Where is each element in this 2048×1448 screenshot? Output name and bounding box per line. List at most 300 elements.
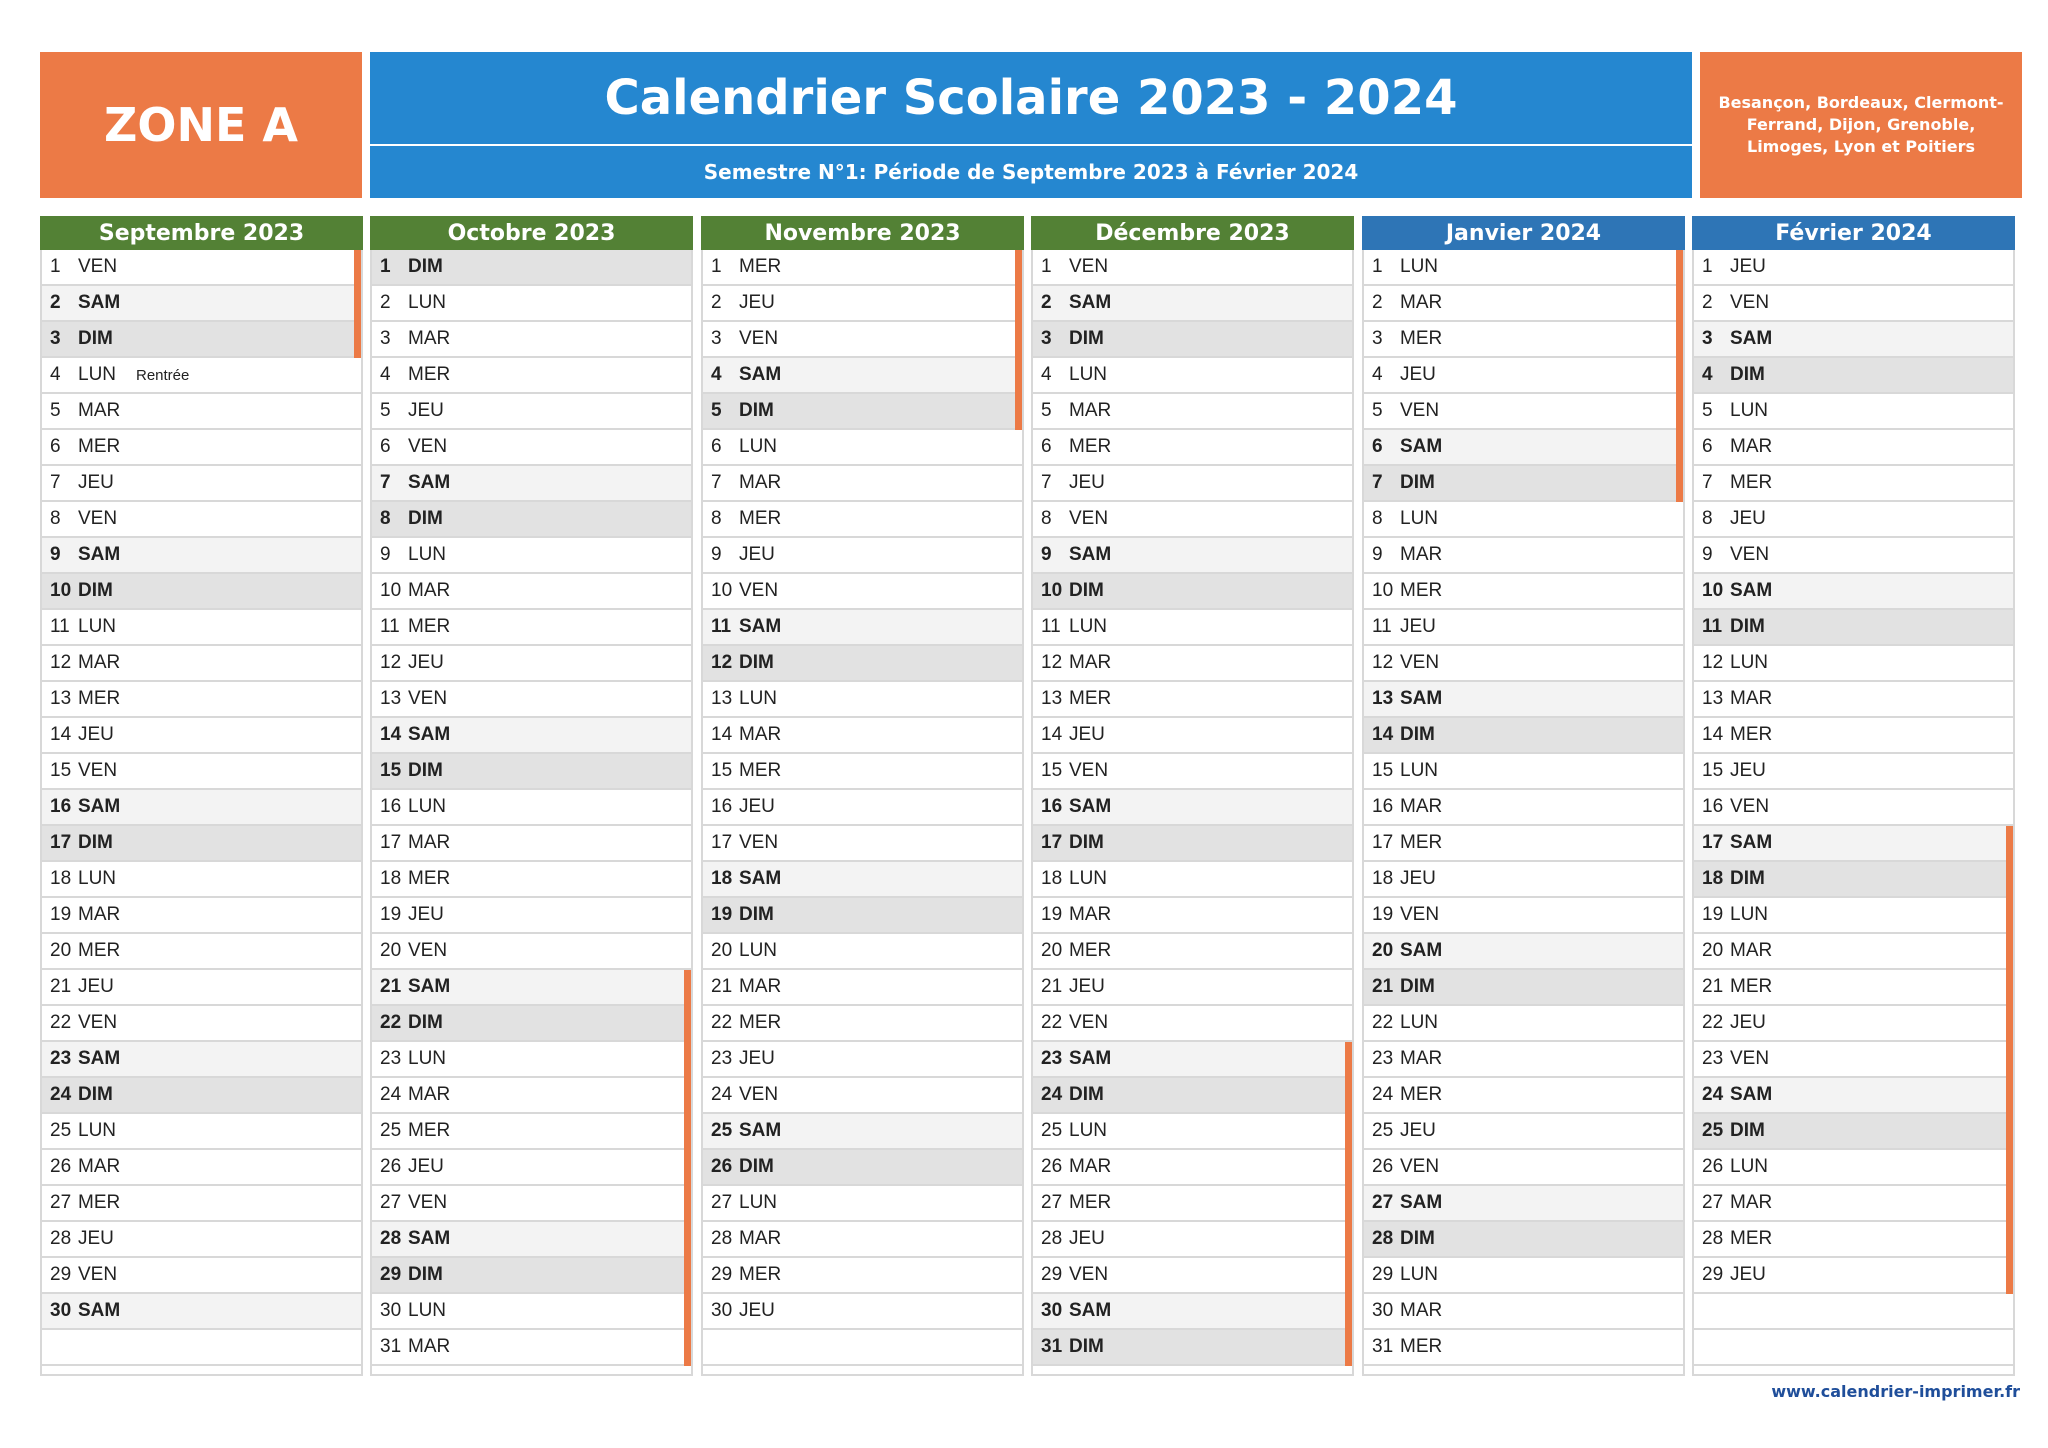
day-number: 6	[1041, 436, 1052, 457]
day-number: 24	[711, 1084, 733, 1105]
day-row	[372, 286, 691, 322]
month-header: Novembre 2023	[701, 216, 1024, 250]
weekday-label: DIM	[1730, 1120, 1765, 1141]
day-row	[1364, 1258, 1683, 1294]
weekday-label: LUN	[1069, 364, 1108, 385]
day-number: 13	[380, 688, 402, 709]
month-header: Décembre 2023	[1031, 216, 1354, 250]
day-row	[1033, 394, 1352, 430]
weekday-label: JEU	[1730, 1264, 1766, 1285]
weekday-label: MER	[408, 364, 451, 385]
weekday-label: VEN	[739, 580, 779, 601]
day-number: 3	[1372, 328, 1383, 349]
weekday-label: SAM	[1400, 1192, 1443, 1213]
month-header: Janvier 2024	[1362, 216, 1685, 250]
weekday-label: MER	[408, 868, 451, 889]
holiday-marker	[684, 1186, 691, 1222]
day-row	[372, 358, 691, 394]
weekday-label: SAM	[78, 1048, 121, 1069]
day-row	[1364, 538, 1683, 574]
day-row	[372, 718, 691, 754]
day-number: 27	[1372, 1192, 1394, 1213]
weekday-label: MER	[1730, 724, 1773, 745]
weekday-label: MER	[1730, 1228, 1773, 1249]
day-row	[703, 1114, 1022, 1150]
day-number: 21	[380, 976, 402, 997]
day-number: 7	[1702, 472, 1713, 493]
day-row	[1364, 286, 1683, 322]
weekday-label: MAR	[78, 400, 121, 421]
day-row	[703, 754, 1022, 790]
day-row	[1033, 1258, 1352, 1294]
day-number: 29	[711, 1264, 733, 1285]
weekday-label: LUN	[1730, 904, 1769, 925]
weekday-label: SAM	[1730, 1084, 1773, 1105]
weekday-label: MER	[1400, 1336, 1443, 1357]
day-number: 31	[1041, 1336, 1063, 1357]
day-row	[1694, 394, 2013, 430]
weekday-label: JEU	[408, 400, 444, 421]
day-number: 21	[50, 976, 72, 997]
day-number: 22	[50, 1012, 72, 1033]
day-number: 27	[711, 1192, 733, 1213]
weekday-label: MAR	[1730, 1192, 1773, 1213]
weekday-label: LUN	[1730, 652, 1769, 673]
day-row	[42, 394, 361, 430]
day-row	[42, 1114, 361, 1150]
day-number: 9	[50, 544, 61, 565]
weekday-label: JEU	[408, 904, 444, 925]
weekday-label: MAR	[1730, 688, 1773, 709]
weekday-label: JEU	[408, 652, 444, 673]
day-number: 23	[1041, 1048, 1063, 1069]
holiday-marker	[2006, 970, 2013, 1006]
weekday-label: JEU	[1730, 256, 1766, 277]
weekday-label: MER	[78, 940, 121, 961]
day-row	[703, 790, 1022, 826]
day-row	[1033, 430, 1352, 466]
day-row	[1364, 1042, 1683, 1078]
day-row	[1033, 250, 1352, 286]
day-number: 28	[1372, 1228, 1394, 1249]
day-number: 22	[711, 1012, 733, 1033]
day-row	[1033, 466, 1352, 502]
day-row	[1694, 250, 2013, 286]
holiday-marker	[2006, 898, 2013, 934]
holiday-marker	[1345, 1114, 1352, 1150]
day-row	[372, 502, 691, 538]
day-number: 22	[380, 1012, 402, 1033]
holiday-marker	[684, 1330, 691, 1366]
day-row	[1694, 646, 2013, 682]
day-number: 1	[1041, 256, 1052, 277]
weekday-label: SAM	[78, 292, 121, 313]
day-number: 10	[1372, 580, 1394, 601]
weekday-label: SAM	[78, 796, 121, 817]
holiday-marker	[1015, 250, 1022, 286]
day-row	[1364, 250, 1683, 286]
weekday-label: SAM	[1069, 292, 1112, 313]
weekday-label: DIM	[739, 1156, 774, 1177]
day-number: 29	[380, 1264, 402, 1285]
day-row	[372, 574, 691, 610]
day-row	[1364, 790, 1683, 826]
day-number: 11	[711, 616, 732, 637]
month-column	[701, 216, 1024, 1376]
weekday-label: SAM	[1400, 688, 1443, 709]
day-row	[1694, 862, 2013, 898]
holiday-marker	[2006, 1186, 2013, 1222]
day-number: 9	[1041, 544, 1052, 565]
day-number: 13	[50, 688, 72, 709]
day-number: 18	[1041, 868, 1063, 889]
day-number: 13	[1702, 688, 1724, 709]
day-row	[1694, 1150, 2013, 1186]
weekday-label: JEU	[78, 976, 114, 997]
weekday-label: SAM	[1069, 1300, 1112, 1321]
cities-panel	[1700, 52, 2022, 198]
weekday-label: MER	[1400, 328, 1443, 349]
weekday-label: VEN	[1730, 796, 1770, 817]
weekday-label: DIM	[78, 832, 113, 853]
day-number: 26	[1041, 1156, 1063, 1177]
day-row	[1033, 1078, 1352, 1114]
day-row	[372, 790, 691, 826]
day-number: 6	[1372, 436, 1383, 457]
day-number: 26	[380, 1156, 402, 1177]
weekday-label: JEU	[408, 1156, 444, 1177]
day-row	[703, 826, 1022, 862]
weekday-label: MAR	[408, 832, 451, 853]
holiday-marker	[354, 322, 361, 358]
day-number: 19	[1372, 904, 1394, 925]
day-number: 4	[1702, 364, 1713, 385]
day-number: 4	[1372, 364, 1383, 385]
month-header: Février 2024	[1692, 216, 2015, 250]
day-row	[1033, 502, 1352, 538]
day-number: 12	[380, 652, 402, 673]
month-column	[370, 216, 693, 1376]
weekday-label: DIM	[1069, 1336, 1104, 1357]
day-number: 21	[1702, 976, 1724, 997]
day-number: 5	[1372, 400, 1383, 421]
day-row	[1364, 646, 1683, 682]
weekday-label: DIM	[739, 652, 774, 673]
day-row	[42, 1294, 361, 1330]
day-number: 15	[50, 760, 72, 781]
weekday-label: MAR	[739, 1228, 782, 1249]
day-number: 11	[1702, 616, 1723, 637]
day-number: 19	[1041, 904, 1063, 925]
day-number: 9	[380, 544, 391, 565]
day-number: 30	[50, 1300, 72, 1321]
day-row	[372, 970, 691, 1006]
weekday-label: SAM	[1730, 328, 1773, 349]
holiday-marker	[2006, 934, 2013, 970]
day-row	[1033, 790, 1352, 826]
day-row	[42, 862, 361, 898]
day-list	[703, 250, 1022, 1366]
day-row	[703, 430, 1022, 466]
day-number: 8	[380, 508, 391, 529]
day-number: 28	[711, 1228, 733, 1249]
weekday-label: DIM	[1069, 832, 1104, 853]
holiday-marker	[2006, 1150, 2013, 1186]
weekday-label: MAR	[739, 976, 782, 997]
day-row	[1694, 718, 2013, 754]
month-column	[40, 216, 363, 1376]
weekday-label: MAR	[408, 328, 451, 349]
day-row	[1694, 466, 2013, 502]
day-row	[1033, 1150, 1352, 1186]
weekday-label: VEN	[408, 1192, 448, 1213]
holiday-marker	[1015, 394, 1022, 430]
day-number: 11	[1041, 616, 1061, 637]
day-row	[372, 826, 691, 862]
day-number: 11	[1372, 616, 1392, 637]
day-number: 10	[711, 580, 733, 601]
day-number: 12	[50, 652, 72, 673]
month-column	[1692, 216, 2015, 1376]
day-row	[372, 934, 691, 970]
day-row	[42, 358, 361, 394]
day-number: 8	[50, 508, 61, 529]
weekday-label: LUN	[1400, 1264, 1439, 1285]
day-number: 20	[50, 940, 72, 961]
weekday-label: LUN	[408, 1048, 447, 1069]
day-row	[703, 1186, 1022, 1222]
weekday-label: VEN	[1730, 1048, 1770, 1069]
website-link[interactable]: www.calendrier-imprimer.fr	[1771, 1381, 2020, 1401]
day-list	[42, 250, 361, 1366]
day-row	[1364, 1330, 1683, 1366]
day-number: 2	[380, 292, 391, 313]
holiday-marker	[1676, 394, 1683, 430]
weekday-label: SAM	[408, 1228, 451, 1249]
day-row	[372, 754, 691, 790]
weekday-label: JEU	[739, 1048, 775, 1069]
weekday-label: LUN	[1400, 508, 1439, 529]
day-number: 28	[1041, 1228, 1063, 1249]
day-number: 15	[1702, 760, 1724, 781]
weekday-label: MAR	[1400, 796, 1443, 817]
weekday-label: VEN	[1400, 904, 1440, 925]
day-number: 17	[1372, 832, 1394, 853]
day-number: 27	[380, 1192, 402, 1213]
weekday-label: MAR	[78, 904, 121, 925]
day-row	[372, 1150, 691, 1186]
weekday-label: DIM	[1400, 724, 1435, 745]
holiday-marker	[1015, 358, 1022, 394]
holiday-marker	[354, 286, 361, 322]
day-number: 4	[711, 364, 722, 385]
day-row	[1033, 610, 1352, 646]
weekday-label: VEN	[1069, 256, 1109, 277]
day-number: 7	[1041, 472, 1052, 493]
day-number: 14	[1372, 724, 1394, 745]
day-row	[1033, 322, 1352, 358]
holiday-marker	[1345, 1186, 1352, 1222]
day-row	[1694, 1222, 2013, 1258]
day-row	[703, 358, 1022, 394]
weekday-label: LUN	[1069, 868, 1108, 889]
day-row	[1033, 1330, 1352, 1366]
day-row	[1364, 754, 1683, 790]
weekday-label: JEU	[78, 472, 114, 493]
day-number: 6	[711, 436, 722, 457]
weekday-label: MER	[739, 760, 782, 781]
weekday-label: SAM	[1400, 436, 1443, 457]
holiday-marker	[684, 1222, 691, 1258]
day-row	[703, 1042, 1022, 1078]
day-row	[1033, 862, 1352, 898]
weekday-label: SAM	[1069, 796, 1112, 817]
holiday-marker	[1676, 430, 1683, 466]
weekday-label: MER	[78, 688, 121, 709]
day-number: 29	[1041, 1264, 1063, 1285]
holiday-marker	[2006, 1006, 2013, 1042]
day-row	[1694, 1006, 2013, 1042]
day-row	[1033, 358, 1352, 394]
weekday-label: MAR	[739, 724, 782, 745]
day-row	[42, 1042, 361, 1078]
day-number: 2	[1702, 292, 1713, 313]
weekday-label: SAM	[408, 472, 451, 493]
weekday-label: VEN	[408, 688, 448, 709]
day-row	[1364, 826, 1683, 862]
weekday-label: MER	[1069, 1192, 1112, 1213]
weekday-label: LUN	[1400, 256, 1439, 277]
day-row	[1364, 502, 1683, 538]
day-row	[372, 1006, 691, 1042]
day-number: 5	[711, 400, 722, 421]
holiday-marker	[1676, 466, 1683, 502]
day-number: 25	[1372, 1120, 1394, 1141]
weekday-label: LUN	[1730, 400, 1769, 421]
weekday-label: JEU	[1069, 1228, 1105, 1249]
day-row	[703, 394, 1022, 430]
weekday-label: SAM	[78, 544, 121, 565]
day-row	[703, 538, 1022, 574]
day-row	[1694, 826, 2013, 862]
day-number: 23	[1702, 1048, 1724, 1069]
weekday-label: SAM	[1730, 832, 1773, 853]
weekday-label: VEN	[78, 760, 118, 781]
day-row	[703, 250, 1022, 286]
weekday-label: SAM	[739, 868, 782, 889]
day-number: 28	[380, 1228, 402, 1249]
day-row	[42, 826, 361, 862]
day-number: 10	[1702, 580, 1724, 601]
weekday-label: LUN	[408, 544, 447, 565]
day-row	[1364, 934, 1683, 970]
day-row	[1364, 1294, 1683, 1330]
day-row	[703, 466, 1022, 502]
weekday-label: SAM	[1400, 940, 1443, 961]
weekday-label: MER	[1069, 940, 1112, 961]
day-row	[372, 898, 691, 934]
day-row	[42, 646, 361, 682]
day-row	[372, 1258, 691, 1294]
day-row	[42, 430, 361, 466]
day-number: 16	[1372, 796, 1394, 817]
weekday-label: LUN	[739, 940, 778, 961]
weekday-label: DIM	[78, 580, 113, 601]
day-number: 18	[380, 868, 402, 889]
day-row	[1033, 286, 1352, 322]
day-number: 22	[1702, 1012, 1724, 1033]
day-number: 27	[1041, 1192, 1063, 1213]
weekday-label: DIM	[1730, 364, 1765, 385]
weekday-label: JEU	[1400, 868, 1436, 889]
day-row	[1694, 682, 2013, 718]
day-number: 17	[50, 832, 72, 853]
day-number: 10	[1041, 580, 1063, 601]
day-list	[1364, 250, 1683, 1366]
day-row	[1694, 970, 2013, 1006]
day-row	[1364, 610, 1683, 646]
day-row	[42, 610, 361, 646]
month-header: Septembre 2023	[40, 216, 363, 250]
holiday-marker	[684, 1114, 691, 1150]
day-row	[703, 1258, 1022, 1294]
day-row	[1694, 1078, 2013, 1114]
month-column	[1031, 216, 1354, 1376]
weekday-label: SAM	[739, 364, 782, 385]
day-number: 7	[711, 472, 722, 493]
weekday-label: DIM	[1069, 328, 1104, 349]
day-number: 29	[50, 1264, 72, 1285]
weekday-label: MER	[408, 1120, 451, 1141]
weekday-label: MAR	[1069, 652, 1112, 673]
day-number: 25	[50, 1120, 72, 1141]
weekday-label: MAR	[408, 1336, 451, 1357]
day-row	[1694, 538, 2013, 574]
day-number: 24	[1372, 1084, 1394, 1105]
day-number: 27	[1702, 1192, 1724, 1213]
day-row	[1364, 430, 1683, 466]
day-row	[1364, 970, 1683, 1006]
day-number: 24	[50, 1084, 72, 1105]
holiday-marker	[684, 970, 691, 1006]
day-number: 14	[711, 724, 733, 745]
day-number: 16	[50, 796, 72, 817]
weekday-label: VEN	[408, 436, 448, 457]
day-number: 5	[380, 400, 391, 421]
weekday-label: LUN	[739, 1192, 778, 1213]
holiday-marker	[2006, 1078, 2013, 1114]
weekday-label: LUN	[408, 292, 447, 313]
day-number: 21	[1372, 976, 1394, 997]
day-row	[703, 934, 1022, 970]
weekday-label: DIM	[408, 760, 443, 781]
day-row	[703, 1294, 1022, 1330]
day-row	[42, 1222, 361, 1258]
weekday-label: MER	[1400, 580, 1443, 601]
day-number: 22	[1041, 1012, 1063, 1033]
day-number: 25	[1041, 1120, 1063, 1141]
weekday-label: MER	[739, 1264, 782, 1285]
holiday-marker	[2006, 1222, 2013, 1258]
day-number: 8	[1702, 508, 1713, 529]
weekday-label: DIM	[408, 256, 443, 277]
day-number: 28	[50, 1228, 72, 1249]
day-row	[1364, 1150, 1683, 1186]
day-number: 30	[711, 1300, 733, 1321]
weekday-label: MER	[1400, 1084, 1443, 1105]
day-row	[372, 646, 691, 682]
day-number: 9	[711, 544, 722, 565]
